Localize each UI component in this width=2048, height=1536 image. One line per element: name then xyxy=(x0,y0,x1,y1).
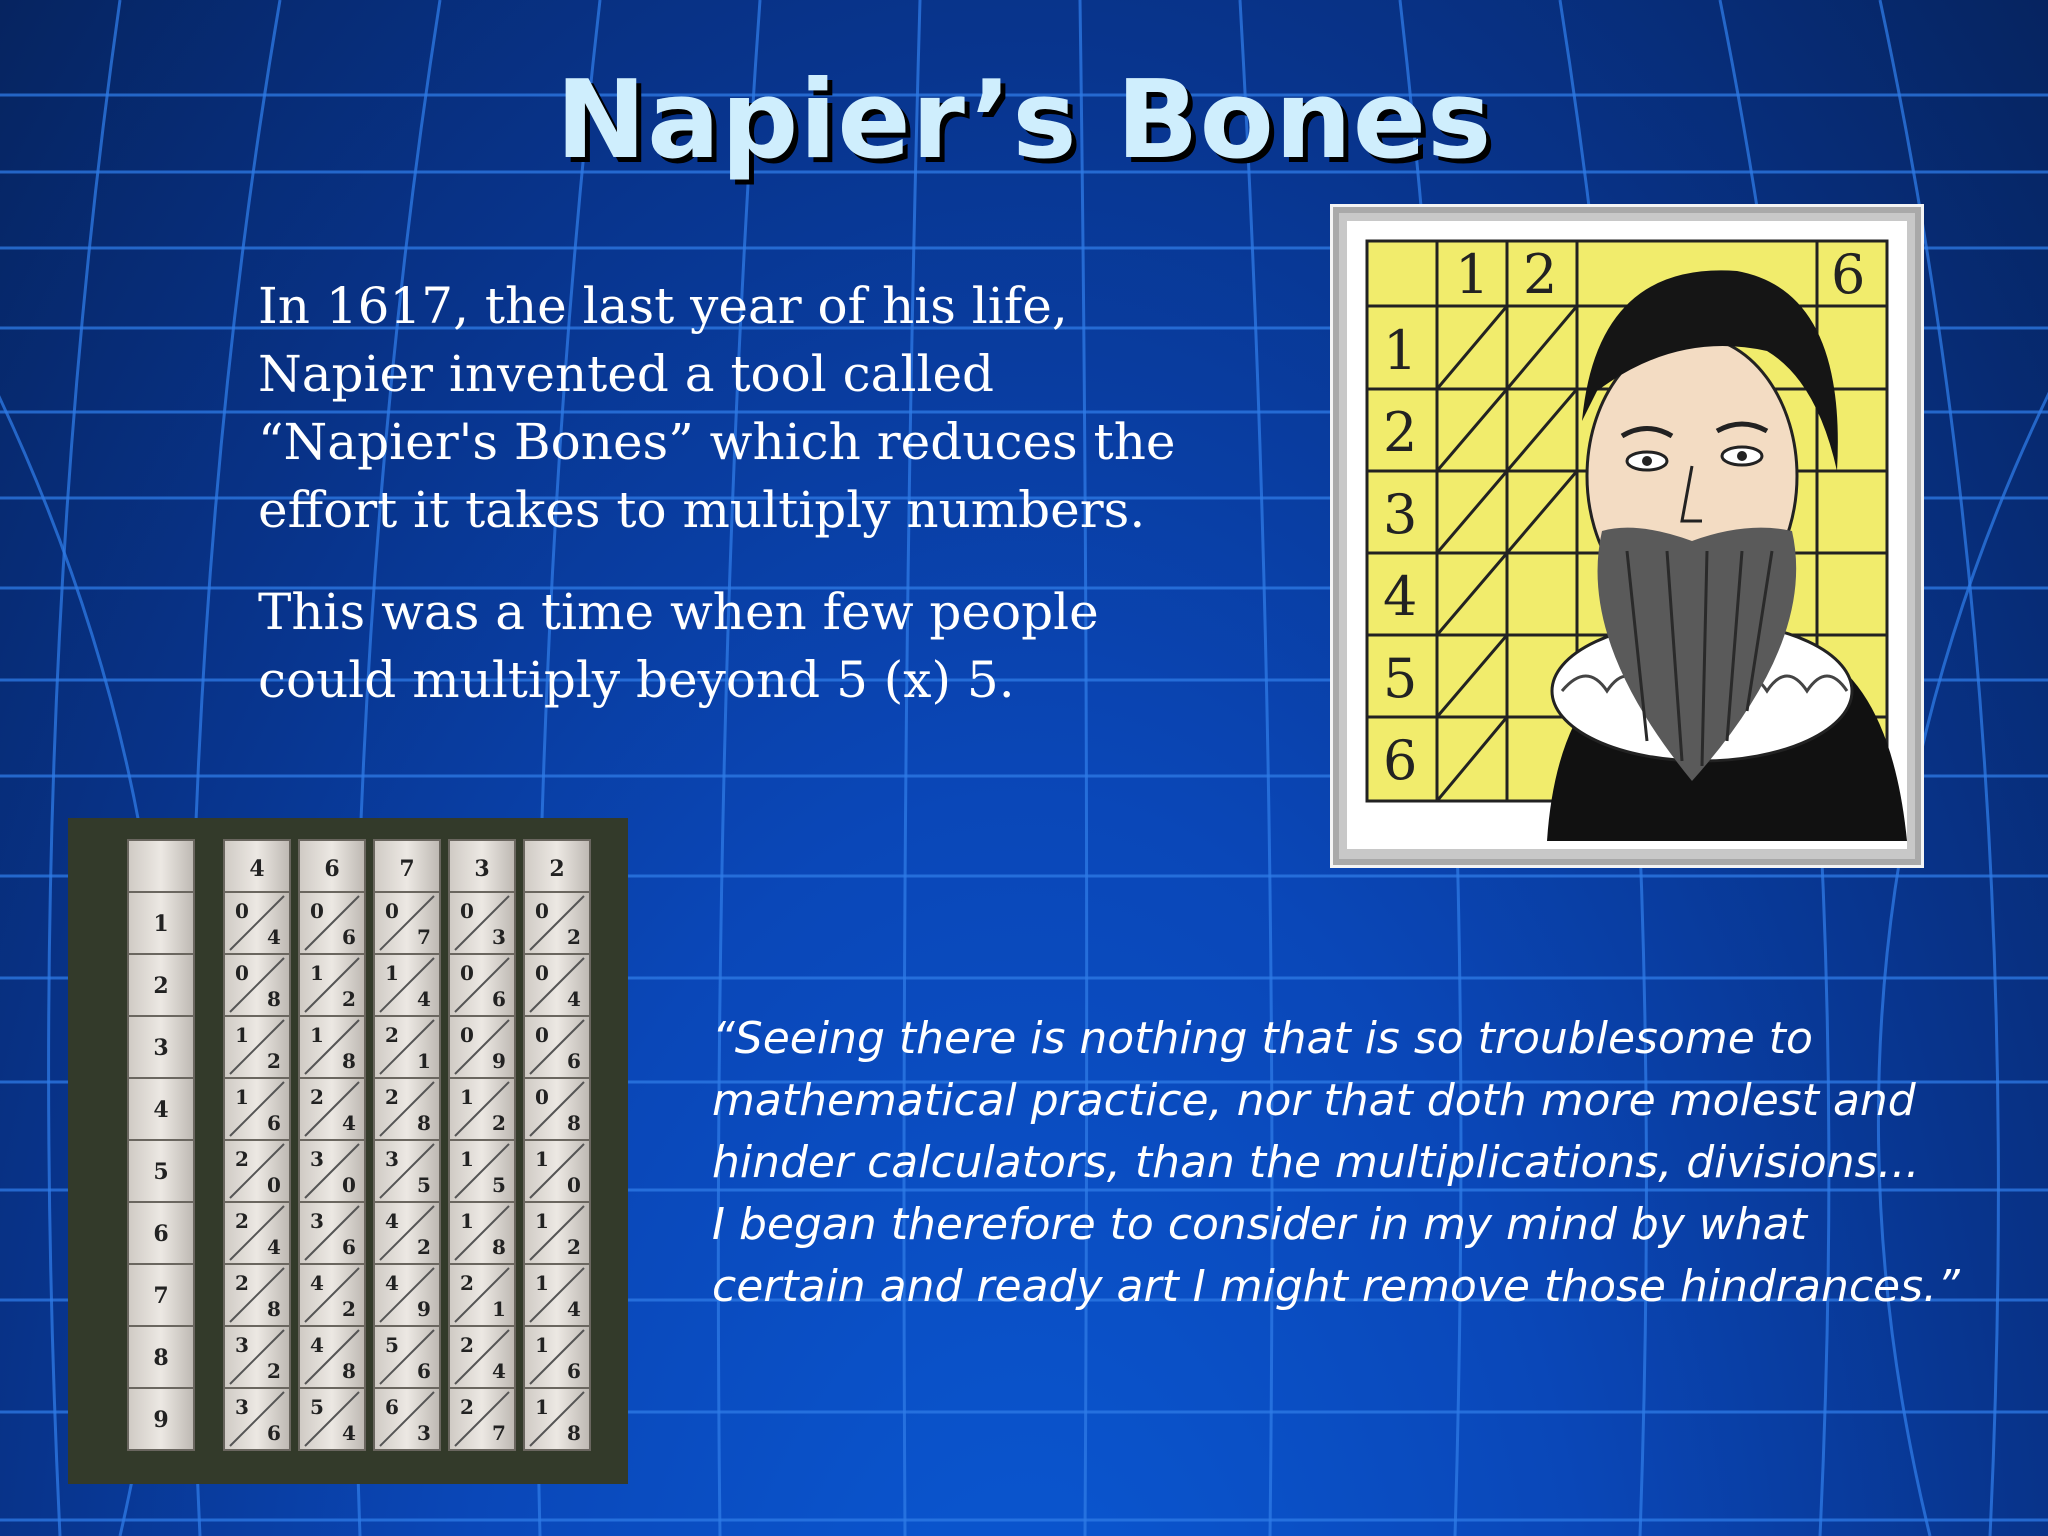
bone-cell-tens: 2 xyxy=(235,1271,249,1295)
bone-cell-tens: 1 xyxy=(235,1023,249,1047)
bone-cell-tens: 1 xyxy=(235,1085,249,1109)
bone-cell-tens: 0 xyxy=(235,899,249,923)
bone-cell-ones: 6 xyxy=(567,1359,581,1383)
napier-portrait-frame xyxy=(1330,204,1924,868)
bone-rod-head: 6 xyxy=(324,856,340,882)
bone-cell-tens: 6 xyxy=(385,1395,399,1419)
bone-cell-tens: 2 xyxy=(385,1023,399,1047)
bone-rod-head: 2 xyxy=(549,856,565,882)
bone-cell-ones: 2 xyxy=(342,987,356,1011)
index-digit: 3 xyxy=(153,1035,169,1061)
index-digit: 9 xyxy=(153,1407,169,1433)
bone-cell-ones: 8 xyxy=(567,1111,581,1135)
bone-cell-tens: 0 xyxy=(310,899,324,923)
bone-cell-tens: 1 xyxy=(535,1333,549,1357)
index-digit: 4 xyxy=(153,1097,169,1123)
bone-cell-ones: 4 xyxy=(492,1359,506,1383)
bone-cell-ones: 3 xyxy=(492,925,506,949)
bone-cell-ones: 8 xyxy=(342,1049,356,1073)
bone-cell-tens: 5 xyxy=(385,1333,399,1357)
bone-cell-ones: 6 xyxy=(342,1235,356,1259)
bone-cell-ones: 6 xyxy=(567,1049,581,1073)
bone-cell-tens: 4 xyxy=(385,1271,399,1295)
bone-rod-head: 3 xyxy=(474,856,490,882)
bone-cell-ones: 8 xyxy=(492,1235,506,1259)
bone-rod-head: 7 xyxy=(399,856,415,882)
napiers-bones-photo xyxy=(68,818,628,1484)
bone-cell-tens: 1 xyxy=(535,1271,549,1295)
quote-line: hinder calculators, than the multiplications, divisions... xyxy=(712,1137,1920,1188)
bone-cell-tens: 0 xyxy=(385,899,399,923)
bone-cell-tens: 5 xyxy=(310,1395,324,1419)
bone-cell-ones: 0 xyxy=(267,1173,281,1197)
bone-cell-ones: 5 xyxy=(492,1173,506,1197)
bone-cell-tens: 3 xyxy=(310,1209,324,1233)
bone-cell-tens: 3 xyxy=(235,1395,249,1419)
bone-cell-ones: 8 xyxy=(567,1421,581,1445)
quote-line: I began therefore to consider in my mind by what xyxy=(712,1199,1807,1250)
napier-quote xyxy=(712,1008,2032,1318)
bone-cell-tens: 0 xyxy=(535,899,549,923)
bone-cell-ones: 6 xyxy=(267,1111,281,1135)
bone-cell-ones: 4 xyxy=(567,987,581,1011)
bone-cell-tens: 1 xyxy=(460,1085,474,1109)
bone-cell-ones: 8 xyxy=(267,1297,281,1321)
index-digit: 8 xyxy=(153,1345,169,1371)
bone-cell-tens: 1 xyxy=(310,961,324,985)
quote-line: mathematical practice, nor that doth more molest and xyxy=(712,1075,1916,1126)
context-paragraph: This was a time when few people could multiply beyond 5 (x) 5. xyxy=(258,583,1099,709)
bone-cell-ones: 1 xyxy=(417,1049,431,1073)
index-digit: 5 xyxy=(153,1159,169,1185)
bone-cell-tens: 1 xyxy=(460,1147,474,1171)
bone-cell-tens: 3 xyxy=(385,1147,399,1171)
portrait-grid-row-4: 4 xyxy=(1383,565,1418,628)
index-digit: 7 xyxy=(153,1283,169,1309)
bone-cell-tens: 3 xyxy=(310,1147,324,1171)
portrait-grid-row-1: 1 xyxy=(1383,319,1418,382)
bone-cell-tens: 0 xyxy=(535,961,549,985)
bone-cell-ones: 7 xyxy=(492,1421,506,1445)
bone-cell-ones: 4 xyxy=(342,1111,356,1135)
bone-cell-ones: 2 xyxy=(417,1235,431,1259)
portrait-grid-row-2: 2 xyxy=(1383,401,1418,464)
bone-cell-ones: 9 xyxy=(492,1049,506,1073)
quote-line: “Seeing there is nothing that is so troublesome to xyxy=(712,1013,1813,1064)
bone-cell-ones: 7 xyxy=(417,925,431,949)
portrait-grid-row-6: 6 xyxy=(1383,729,1418,792)
intro-paragraph: In 1617, the last year of his life, Napier invented a tool called “Napier's Bones” which reduces the effort it takes to multiply numbers. xyxy=(258,277,1176,539)
napier-portrait-illustration xyxy=(1347,221,1907,849)
bone-cell-ones: 0 xyxy=(342,1173,356,1197)
bone-cell-tens: 1 xyxy=(385,961,399,985)
portrait-grid-row-3: 3 xyxy=(1383,483,1418,546)
bone-cell-tens: 0 xyxy=(460,899,474,923)
bone-cell-ones: 8 xyxy=(342,1359,356,1383)
bone-cell-ones: 1 xyxy=(492,1297,506,1321)
bone-cell-ones: 2 xyxy=(342,1297,356,1321)
quote-line: certain and ready art I might remove those hindrances.” xyxy=(712,1261,1960,1312)
bone-cell-tens: 4 xyxy=(310,1333,324,1357)
bone-cell-tens: 1 xyxy=(535,1209,549,1233)
bone-cell-tens: 0 xyxy=(460,961,474,985)
bone-cell-ones: 2 xyxy=(492,1111,506,1135)
index-digit: 6 xyxy=(153,1221,169,1247)
bone-cell-tens: 0 xyxy=(535,1085,549,1109)
bone-cell-ones: 6 xyxy=(417,1359,431,1383)
bone-cell-ones: 2 xyxy=(567,925,581,949)
bone-cell-ones: 2 xyxy=(267,1359,281,1383)
bone-cell-tens: 2 xyxy=(385,1085,399,1109)
bone-cell-tens: 1 xyxy=(535,1395,549,1419)
bone-cell-tens: 2 xyxy=(460,1271,474,1295)
portrait-grid-header-6: 6 xyxy=(1831,243,1866,306)
bone-cell-ones: 2 xyxy=(567,1235,581,1259)
bone-rod-head: 4 xyxy=(249,856,265,882)
bone-cell-ones: 2 xyxy=(267,1049,281,1073)
bone-cell-tens: 0 xyxy=(460,1023,474,1047)
bone-cell-ones: 8 xyxy=(417,1111,431,1135)
bone-cell-tens: 0 xyxy=(535,1023,549,1047)
index-digit: 1 xyxy=(153,911,169,937)
bone-cell-ones: 0 xyxy=(567,1173,581,1197)
slide-title: Napier’s Bones xyxy=(555,58,1493,183)
bone-cell-tens: 4 xyxy=(385,1209,399,1233)
bone-cell-tens: 1 xyxy=(460,1209,474,1233)
portrait-grid-header-2: 2 xyxy=(1523,243,1558,306)
bone-cell-tens: 2 xyxy=(460,1395,474,1419)
bone-cell-tens: 4 xyxy=(310,1271,324,1295)
bone-cell-ones: 4 xyxy=(267,1235,281,1259)
bone-cell-ones: 6 xyxy=(492,987,506,1011)
bone-cell-tens: 2 xyxy=(460,1333,474,1357)
bone-cell-ones: 3 xyxy=(417,1421,431,1445)
portrait-grid-header-1: 1 xyxy=(1455,243,1490,306)
bone-cell-tens: 3 xyxy=(235,1333,249,1357)
bone-cell-ones: 4 xyxy=(267,925,281,949)
bone-cell-tens: 2 xyxy=(310,1085,324,1109)
bone-cell-ones: 4 xyxy=(567,1297,581,1321)
bone-cell-ones: 5 xyxy=(417,1173,431,1197)
bone-cell-ones: 8 xyxy=(267,987,281,1011)
index-digit: 2 xyxy=(153,973,169,999)
bone-cell-tens: 1 xyxy=(310,1023,324,1047)
bone-cell-tens: 2 xyxy=(235,1147,249,1171)
bone-cell-ones: 6 xyxy=(267,1421,281,1445)
bone-cell-ones: 9 xyxy=(417,1297,431,1321)
portrait-grid-row-5: 5 xyxy=(1383,647,1418,710)
bone-cell-tens: 1 xyxy=(535,1147,549,1171)
bone-cell-ones: 4 xyxy=(342,1421,356,1445)
bone-cell-tens: 2 xyxy=(235,1209,249,1233)
bone-cell-tens: 0 xyxy=(235,961,249,985)
bone-cell-ones: 4 xyxy=(417,987,431,1011)
bone-cell-ones: 6 xyxy=(342,925,356,949)
